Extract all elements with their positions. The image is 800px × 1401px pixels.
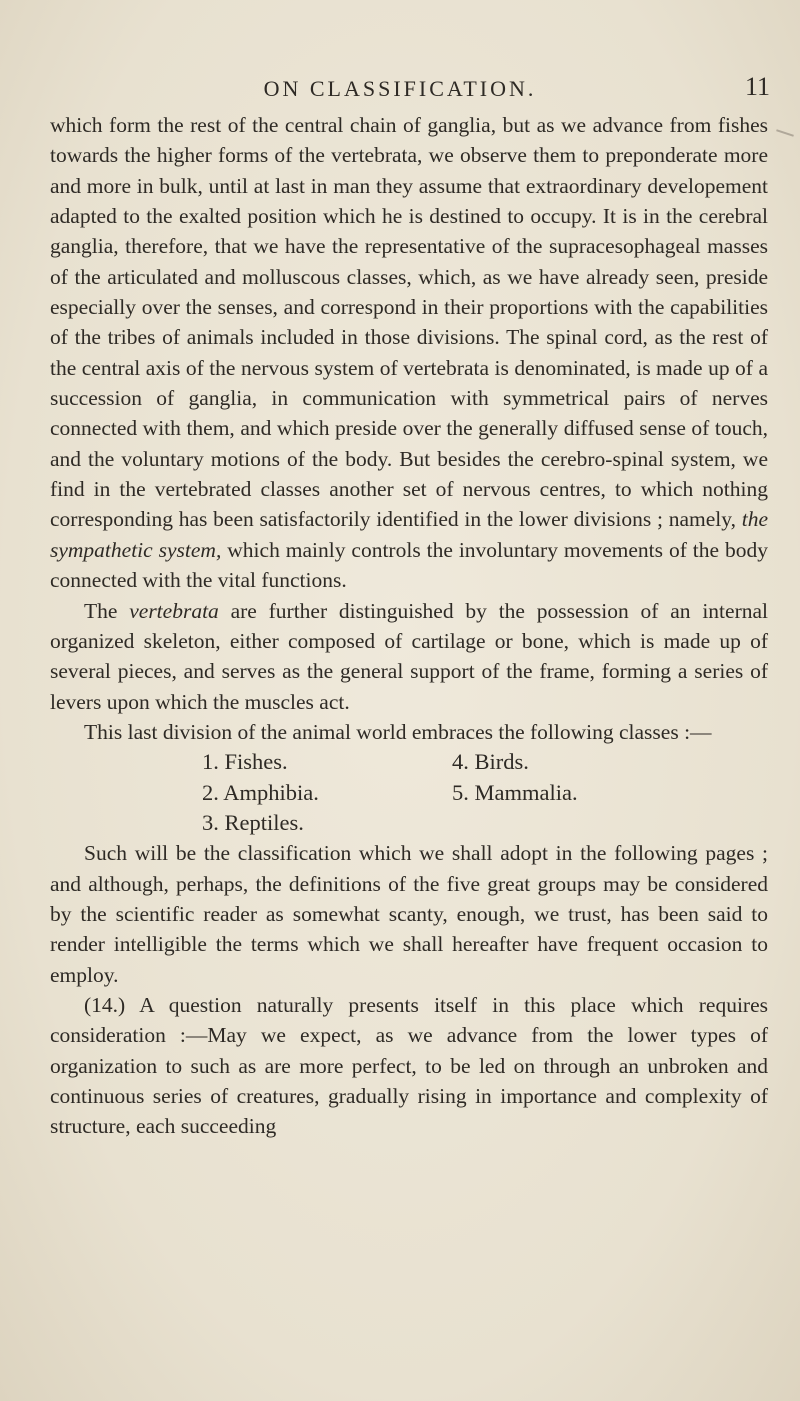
paragraph-text: which mainly controls the involuntary movements of the body connected with the vital functions. xyxy=(50,537,769,593)
list-item: 3. Reptiles. xyxy=(202,809,304,835)
paragraph-text: namely, xyxy=(668,507,736,532)
italic-term: the sympathetic system, xyxy=(50,507,769,562)
paragraph-text: The xyxy=(84,598,118,623)
running-title: ON CLASSIFICATION. xyxy=(263,76,537,101)
paragraph-text: which form the rest of the central chain of ganglia, but as we advance from fishes towards the higher forms of the vertebrata, we observe them to preponderate more and more in bulk, until at last in man they assume that extraordinary developement adapted to the exalted position which he is destined to occupy. It is in the cerebral ganglia, therefore, that we have the representative of the supracesophageal masses of the articulated and molluscous classes, which, as we have already seen, preside especially over the senses, and correspond in their proportions with the capabilities of the tribes of animals included in those divisions. The spinal cord, as the rest of the central axis of the nervous system of vertebrata is denominated, is made up of a succession of ganglia, in communication with symmetrical pairs of nerves connected with them, and which preside over the generally diffused sense of touch, and the voluntary motions of the body. But besides the cerebro-spinal system, we find in the vertebrated classes another set of nervous centres, to which nothing corresponding has been satisfactorily identified in the lower divisions ; xyxy=(50,113,768,532)
page-number: 11 xyxy=(744,72,770,101)
list-item: 4. Birds. xyxy=(452,749,529,775)
list-item: 2. Amphibia. xyxy=(202,779,319,805)
body-text xyxy=(50,110,768,1142)
paragraph: Such will be the classification which we shall adopt in the following pages ; and although, perhaps, the definitions of the five great groups may be considered by the scientific reader as somewhat scanty, enough, we trust, has been said to render intelligible the terms which we shall hereafter have frequent occasion to employ. xyxy=(50,841,768,987)
page-header xyxy=(0,72,800,102)
paragraph: (14.) A question naturally presents itself in this place which requires consideration :—May we expect, as we advance from the lower types of organization to such as are more perfect, to be led on through an unbroken and continuous series of creatures, gradually rising in importance and complexity of structure, each succeeding xyxy=(50,992,768,1139)
list-item: 5. Mammalia. xyxy=(452,779,578,805)
classes-list xyxy=(202,747,768,838)
paragraph xyxy=(50,110,768,596)
list-item: 1. Fishes. xyxy=(202,749,288,775)
paragraph xyxy=(50,596,768,717)
paragraph-text: are further distinguished by the possession of an internal organized skeleton, either composed of cartilage or bone, which is made up of several pieces, and serves as the general support of the frame, forming a series of levers upon which the muscles act. xyxy=(50,598,768,714)
italic-term: vertebrata xyxy=(129,598,219,623)
paragraph: This last division of the animal world embraces the following classes :— xyxy=(84,719,712,744)
ink-mark xyxy=(776,129,794,136)
